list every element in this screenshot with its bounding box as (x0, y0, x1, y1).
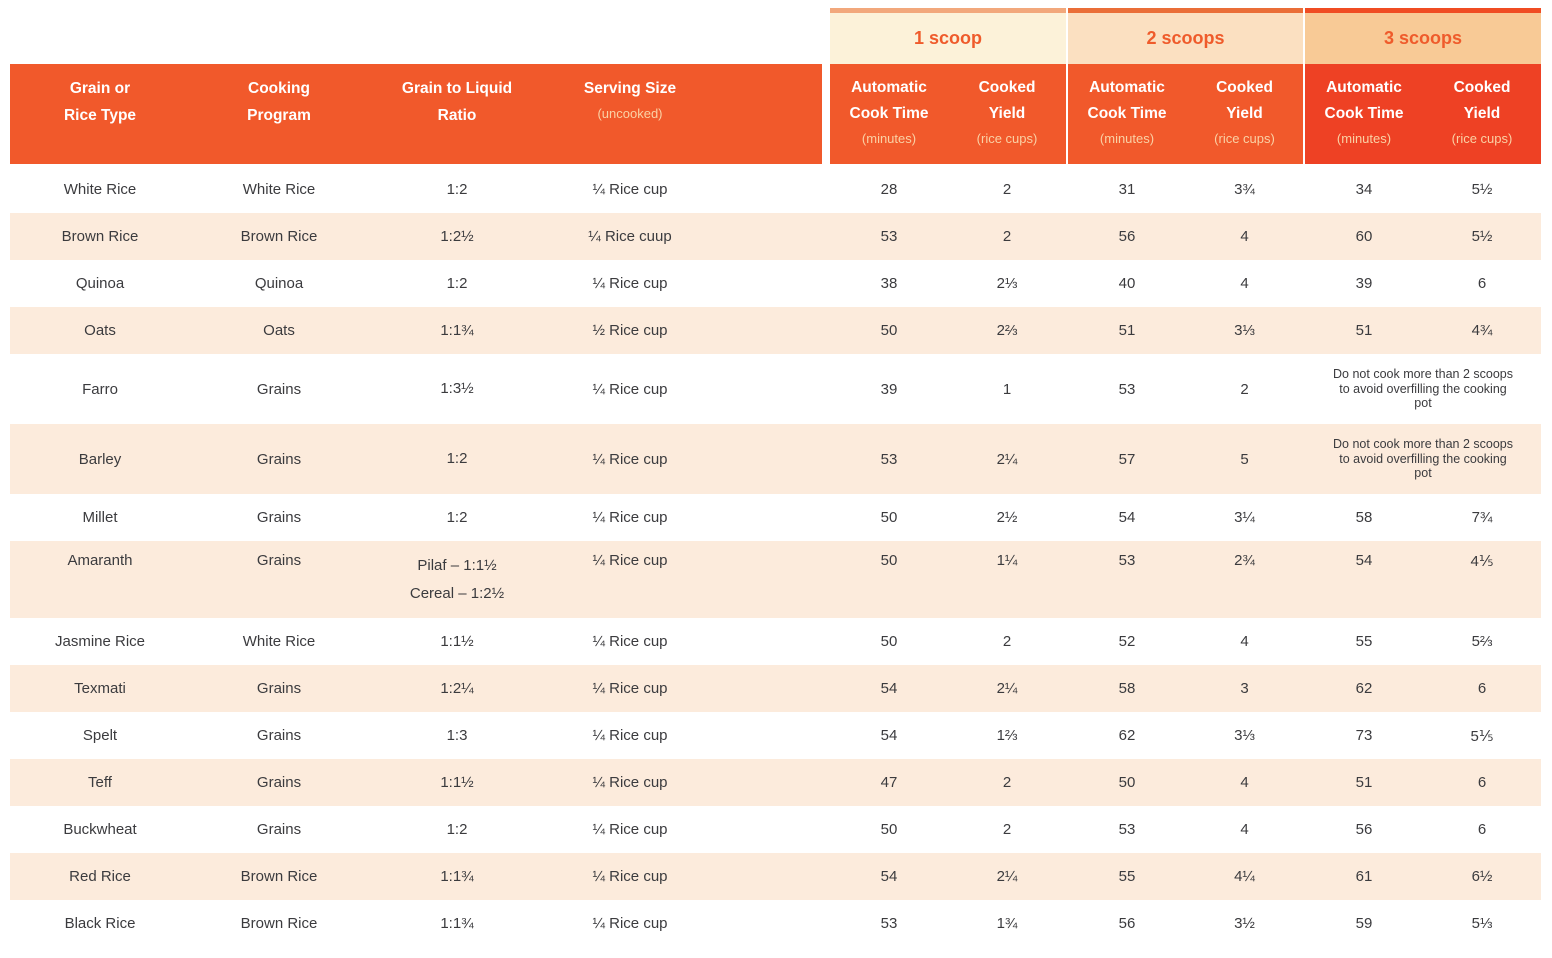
column-header-cooked-yield (948, 64, 1066, 164)
serving-cell: ¼ Rice cup (592, 450, 668, 468)
yield-cell: 2 (1002, 228, 1012, 245)
ratio-line: 1:1¾ (440, 867, 474, 885)
yield-cell: 3 (1240, 680, 1249, 697)
ratio-line: 1:2 (446, 274, 468, 292)
cook-time-cell: 54 (1355, 552, 1373, 569)
yield-cell: 6 (1477, 774, 1487, 791)
header-line: Cook Time (1087, 105, 1167, 122)
yield-cell: 2½ (996, 509, 1018, 526)
program-cell: Grains (256, 450, 302, 468)
ratio-line: 1:3 (446, 726, 468, 744)
column-header-ratio (368, 64, 546, 164)
ratio-line: Cereal – 1:2½ (409, 585, 505, 602)
grain-cell: White Rice (63, 181, 137, 198)
header-line: Cooked (1453, 79, 1511, 96)
cook-time-cell: 58 (1355, 509, 1373, 526)
note-cell (1305, 367, 1541, 411)
serving-cell: ¼ Rice cup (592, 380, 668, 398)
yield-cell: 3½ (1234, 915, 1255, 932)
grain-cell: Amaranth (67, 552, 133, 569)
cook-time-cell: 47 (880, 774, 898, 791)
table-row (10, 712, 1541, 759)
yield-cell: 1⅔ (996, 727, 1018, 744)
serving-cell: ¼ Rice cup (592, 727, 668, 744)
table-row (10, 806, 1541, 853)
cook-time-cell: 61 (1355, 868, 1373, 885)
yield-cell: 2 (1002, 821, 1012, 838)
yield-cell: 7¾ (1471, 509, 1493, 526)
ratio-cell (368, 675, 546, 703)
yield-cell: 5⅕ (1470, 727, 1494, 745)
serving-cell: ¼ Rice cup (592, 275, 668, 292)
grain-cell: Spelt (82, 727, 118, 744)
table-row (10, 900, 1541, 947)
yield-cell: 6 (1477, 821, 1487, 838)
yield-cell: 5½ (1471, 181, 1493, 198)
ratio-line: 1:1½ (440, 773, 474, 791)
cook-time-cell: 62 (1355, 680, 1373, 697)
yield-cell: 2 (1002, 633, 1012, 650)
header-unit: (minutes) (1099, 131, 1155, 146)
ratio-cell (368, 552, 546, 608)
table-row (10, 354, 1541, 424)
cook-time-cell: 50 (880, 552, 898, 569)
header-line: Cooking (248, 80, 310, 97)
ratio-line: 1:2 (446, 820, 468, 838)
cook-time-cell: 57 (1118, 450, 1136, 468)
yield-cell: 2 (1240, 380, 1249, 398)
ratio-line: 1:3½ (440, 380, 474, 397)
header-line: Ratio (437, 107, 477, 124)
table-row (10, 665, 1541, 712)
cook-time-cell: 39 (880, 380, 898, 398)
cook-time-cell: 51 (1355, 774, 1373, 791)
yield-cell: 2⅔ (996, 322, 1018, 339)
program-cell: Quinoa (254, 275, 304, 292)
cook-time-cell: 59 (1355, 915, 1373, 932)
grain-cell: Barley (78, 450, 122, 468)
column-header-cook-time (830, 64, 948, 164)
header-unit: (minutes) (1336, 131, 1392, 146)
yield-cell: 1 (1002, 380, 1012, 398)
header-line: Serving Size (583, 80, 677, 97)
header-unit: (rice cups) (1214, 131, 1275, 146)
yield-cell: 2⅓ (996, 275, 1018, 292)
column-header-cooking-program (190, 64, 368, 164)
ratio-line: 1:2 (446, 508, 468, 526)
serving-cell: ¼ Rice cuup (588, 228, 672, 245)
yield-cell: 4 (1240, 228, 1249, 245)
scoop-group-label: 1 scoop (830, 13, 1066, 64)
column-header-cooked-yield (1423, 64, 1541, 164)
program-cell: Brown Rice (240, 915, 318, 932)
serving-cell: ¼ Rice cup (592, 552, 668, 569)
ratio-cell (368, 375, 546, 403)
yield-cell: 2 (1002, 774, 1012, 791)
table-row (10, 307, 1541, 354)
ratio-line: 1:2¼ (440, 679, 474, 697)
cook-time-cell: 50 (880, 509, 898, 526)
cook-time-cell: 53 (880, 450, 898, 468)
ratio-line: Pilaf – 1:1½ (417, 557, 497, 574)
cook-time-cell: 54 (880, 868, 898, 885)
yield-cell: 6½ (1471, 868, 1493, 885)
table-row (10, 618, 1541, 665)
group-subheader (1305, 64, 1541, 164)
yield-cell: 4 (1240, 774, 1249, 791)
cook-time-cell: 34 (1355, 181, 1373, 198)
program-cell: White Rice (242, 181, 316, 198)
cook-time-cell: 50 (1118, 774, 1136, 791)
header-line: Automatic (1089, 79, 1165, 96)
yield-cell: 6 (1477, 275, 1487, 292)
program-cell: Grains (256, 774, 302, 791)
ratio-cell (368, 504, 546, 532)
yield-cell: 3⅓ (1234, 322, 1255, 339)
cook-time-cell: 73 (1355, 727, 1373, 744)
ratio-cell (368, 816, 546, 844)
cook-time-cell: 38 (880, 275, 898, 292)
table-row (10, 260, 1541, 307)
cook-time-cell: 50 (880, 322, 898, 339)
column-header-cooked-yield (1186, 64, 1303, 164)
ratio-cell (368, 176, 546, 204)
grain-cell: Texmati (74, 680, 126, 697)
cook-time-cell: 60 (1355, 228, 1373, 245)
serving-cell: ¼ Rice cup (592, 868, 668, 885)
cook-time-cell: 55 (1118, 868, 1136, 885)
table-row (10, 494, 1541, 541)
grain-cell: Oats (84, 322, 116, 339)
grain-cell: Jasmine Rice (54, 633, 146, 650)
serving-cell: ¼ Rice cup (592, 915, 668, 932)
yield-cell: 2¼ (996, 450, 1018, 468)
note-text: Do not cook more than 2 scoops to avoid overfilling the cooking pot (1333, 366, 1513, 411)
ratio-line: 1:1½ (440, 632, 474, 650)
program-cell: Grains (256, 509, 302, 526)
yield-cell: 4 (1240, 821, 1249, 838)
header-unit: (minutes) (861, 131, 917, 146)
cook-time-cell: 58 (1118, 680, 1136, 697)
ratio-cell (368, 317, 546, 345)
yield-cell: 4 (1240, 633, 1249, 650)
note-cell (1305, 437, 1541, 481)
cook-time-cell: 53 (880, 228, 898, 245)
cook-time-cell: 54 (880, 727, 898, 744)
ratio-cell (368, 628, 546, 656)
header-line: Cook Time (1324, 105, 1404, 122)
header-subnote: (uncooked) (597, 106, 663, 121)
program-cell: Oats (263, 322, 295, 339)
yield-cell: 6 (1477, 680, 1487, 697)
yield-cell: 2 (1002, 181, 1012, 198)
ratio-line: 1:2½ (440, 227, 474, 245)
program-cell: Grains (256, 727, 302, 744)
cook-time-cell: 56 (1355, 821, 1373, 838)
cook-time-cell: 55 (1355, 633, 1373, 650)
serving-cell: ½ Rice cup (592, 322, 668, 339)
cook-time-cell: 53 (880, 915, 898, 932)
program-cell: Grains (256, 552, 302, 569)
cook-time-cell: 51 (1355, 322, 1373, 339)
column-header-serving-size (546, 64, 822, 164)
program-cell: Brown Rice (240, 228, 318, 245)
ratio-cell (368, 270, 546, 298)
grain-cell: Quinoa (75, 275, 125, 292)
column-header-cook-time (1305, 64, 1423, 164)
program-cell: Brown Rice (240, 868, 318, 885)
yield-cell: 2¾ (1234, 552, 1255, 569)
program-cell: Grains (256, 680, 302, 697)
cook-time-cell: 53 (1118, 380, 1136, 398)
yield-cell: 3¾ (1234, 181, 1255, 198)
header-unit: (rice cups) (976, 131, 1038, 146)
group-subheader (1068, 64, 1303, 164)
cook-time-cell: 50 (880, 821, 898, 838)
grain-cell: Buckwheat (63, 821, 137, 838)
grain-cell: Teff (88, 774, 112, 791)
cook-time-cell: 56 (1118, 915, 1136, 932)
serving-cell: ¼ Rice cup (592, 509, 668, 526)
scoop-group-2 (1068, 8, 1303, 164)
ratio-line: 1:1¾ (440, 321, 474, 339)
table-row (10, 424, 1541, 494)
yield-cell: 4⅕ (1470, 553, 1494, 570)
serving-cell: ¼ Rice cup (592, 821, 668, 838)
header-line: Grain or (69, 80, 131, 97)
table-row (10, 541, 1541, 618)
group-subheader (830, 64, 1066, 164)
ratio-line: 1:2 (446, 450, 468, 467)
yield-cell: 1¼ (996, 552, 1018, 569)
grain-cell: Farro (82, 380, 118, 398)
program-cell: White Rice (242, 633, 316, 650)
yield-cell: 2¼ (996, 680, 1018, 697)
program-cell: Grains (256, 380, 302, 398)
header-line: Program (247, 107, 311, 124)
cook-time-cell: 54 (880, 680, 898, 697)
cook-time-cell: 51 (1118, 322, 1136, 339)
yield-cell: 3¼ (1234, 509, 1255, 526)
serving-cell: ¼ Rice cup (592, 680, 668, 697)
scoop-group-1 (830, 8, 1066, 164)
header-line: Cook Time (849, 105, 929, 122)
cook-time-cell: 53 (1118, 821, 1136, 838)
ratio-cell (368, 223, 546, 251)
column-header-cook-time (1068, 64, 1186, 164)
ratio-line: 1:1¾ (440, 914, 474, 932)
header-line: Rice Type (63, 107, 137, 124)
grain-cell: Red Rice (69, 868, 131, 885)
grain-cell: Millet (82, 509, 118, 526)
left-header-block (10, 64, 822, 164)
yield-cell: 5 (1240, 450, 1249, 468)
yield-cell: 4¼ (1234, 868, 1255, 885)
ratio-cell (368, 722, 546, 750)
serving-cell: ¼ Rice cup (592, 774, 668, 791)
header-line: Cooked (978, 79, 1036, 96)
cook-time-cell: 53 (1118, 552, 1136, 569)
grain-cell: Black Rice (64, 915, 136, 932)
cook-time-cell: 28 (880, 181, 898, 198)
yield-cell: 3⅓ (1234, 727, 1255, 744)
program-cell: Grains (256, 821, 302, 838)
header-line: Yield (1226, 105, 1263, 122)
cook-time-cell: 50 (880, 633, 898, 650)
cook-time-cell: 62 (1118, 727, 1136, 744)
header-line: Automatic (851, 79, 927, 96)
note-text: Do not cook more than 2 scoops to avoid overfilling the cooking pot (1333, 436, 1513, 481)
ratio-cell (368, 910, 546, 938)
cook-time-cell: 39 (1355, 275, 1373, 292)
header-line: Yield (988, 105, 1026, 122)
yield-cell: 4¾ (1471, 322, 1493, 339)
table-row (10, 853, 1541, 900)
header-line: Yield (1463, 105, 1501, 122)
column-header-grain-type (10, 64, 190, 164)
yield-cell: 4 (1240, 275, 1249, 292)
cook-time-cell: 54 (1118, 509, 1136, 526)
scoop-group-label: 3 scoops (1305, 13, 1541, 64)
grain-cell: Brown Rice (61, 228, 139, 245)
table-row (10, 759, 1541, 806)
yield-cell: 5⅔ (1471, 633, 1493, 650)
cook-time-cell: 56 (1118, 228, 1136, 245)
table-row (10, 213, 1541, 260)
table-body (10, 166, 1541, 947)
cook-time-cell: 52 (1118, 633, 1136, 650)
header-line: Automatic (1326, 79, 1402, 96)
yield-cell: 5½ (1471, 228, 1493, 245)
scoop-group-3 (1305, 8, 1541, 164)
ratio-line: 1:2 (446, 180, 468, 198)
ratio-cell (368, 445, 546, 473)
yield-cell: 2¼ (996, 868, 1018, 885)
header-line: Grain to Liquid (401, 80, 513, 97)
scoop-group-label: 2 scoops (1068, 13, 1303, 64)
ratio-cell (368, 863, 546, 891)
ratio-cell (368, 769, 546, 797)
header-unit: (rice cups) (1451, 131, 1513, 146)
table-header (10, 8, 1541, 164)
cook-time-cell: 31 (1118, 181, 1136, 198)
header-line: Cooked (1216, 79, 1273, 96)
cook-time-cell: 40 (1118, 275, 1136, 292)
yield-cell: 1¾ (996, 915, 1018, 932)
table-row (10, 166, 1541, 213)
serving-cell: ¼ Rice cup (592, 181, 668, 198)
serving-cell: ¼ Rice cup (592, 633, 668, 650)
grain-cooking-table (10, 8, 1541, 947)
yield-cell: 5⅓ (1471, 915, 1493, 932)
